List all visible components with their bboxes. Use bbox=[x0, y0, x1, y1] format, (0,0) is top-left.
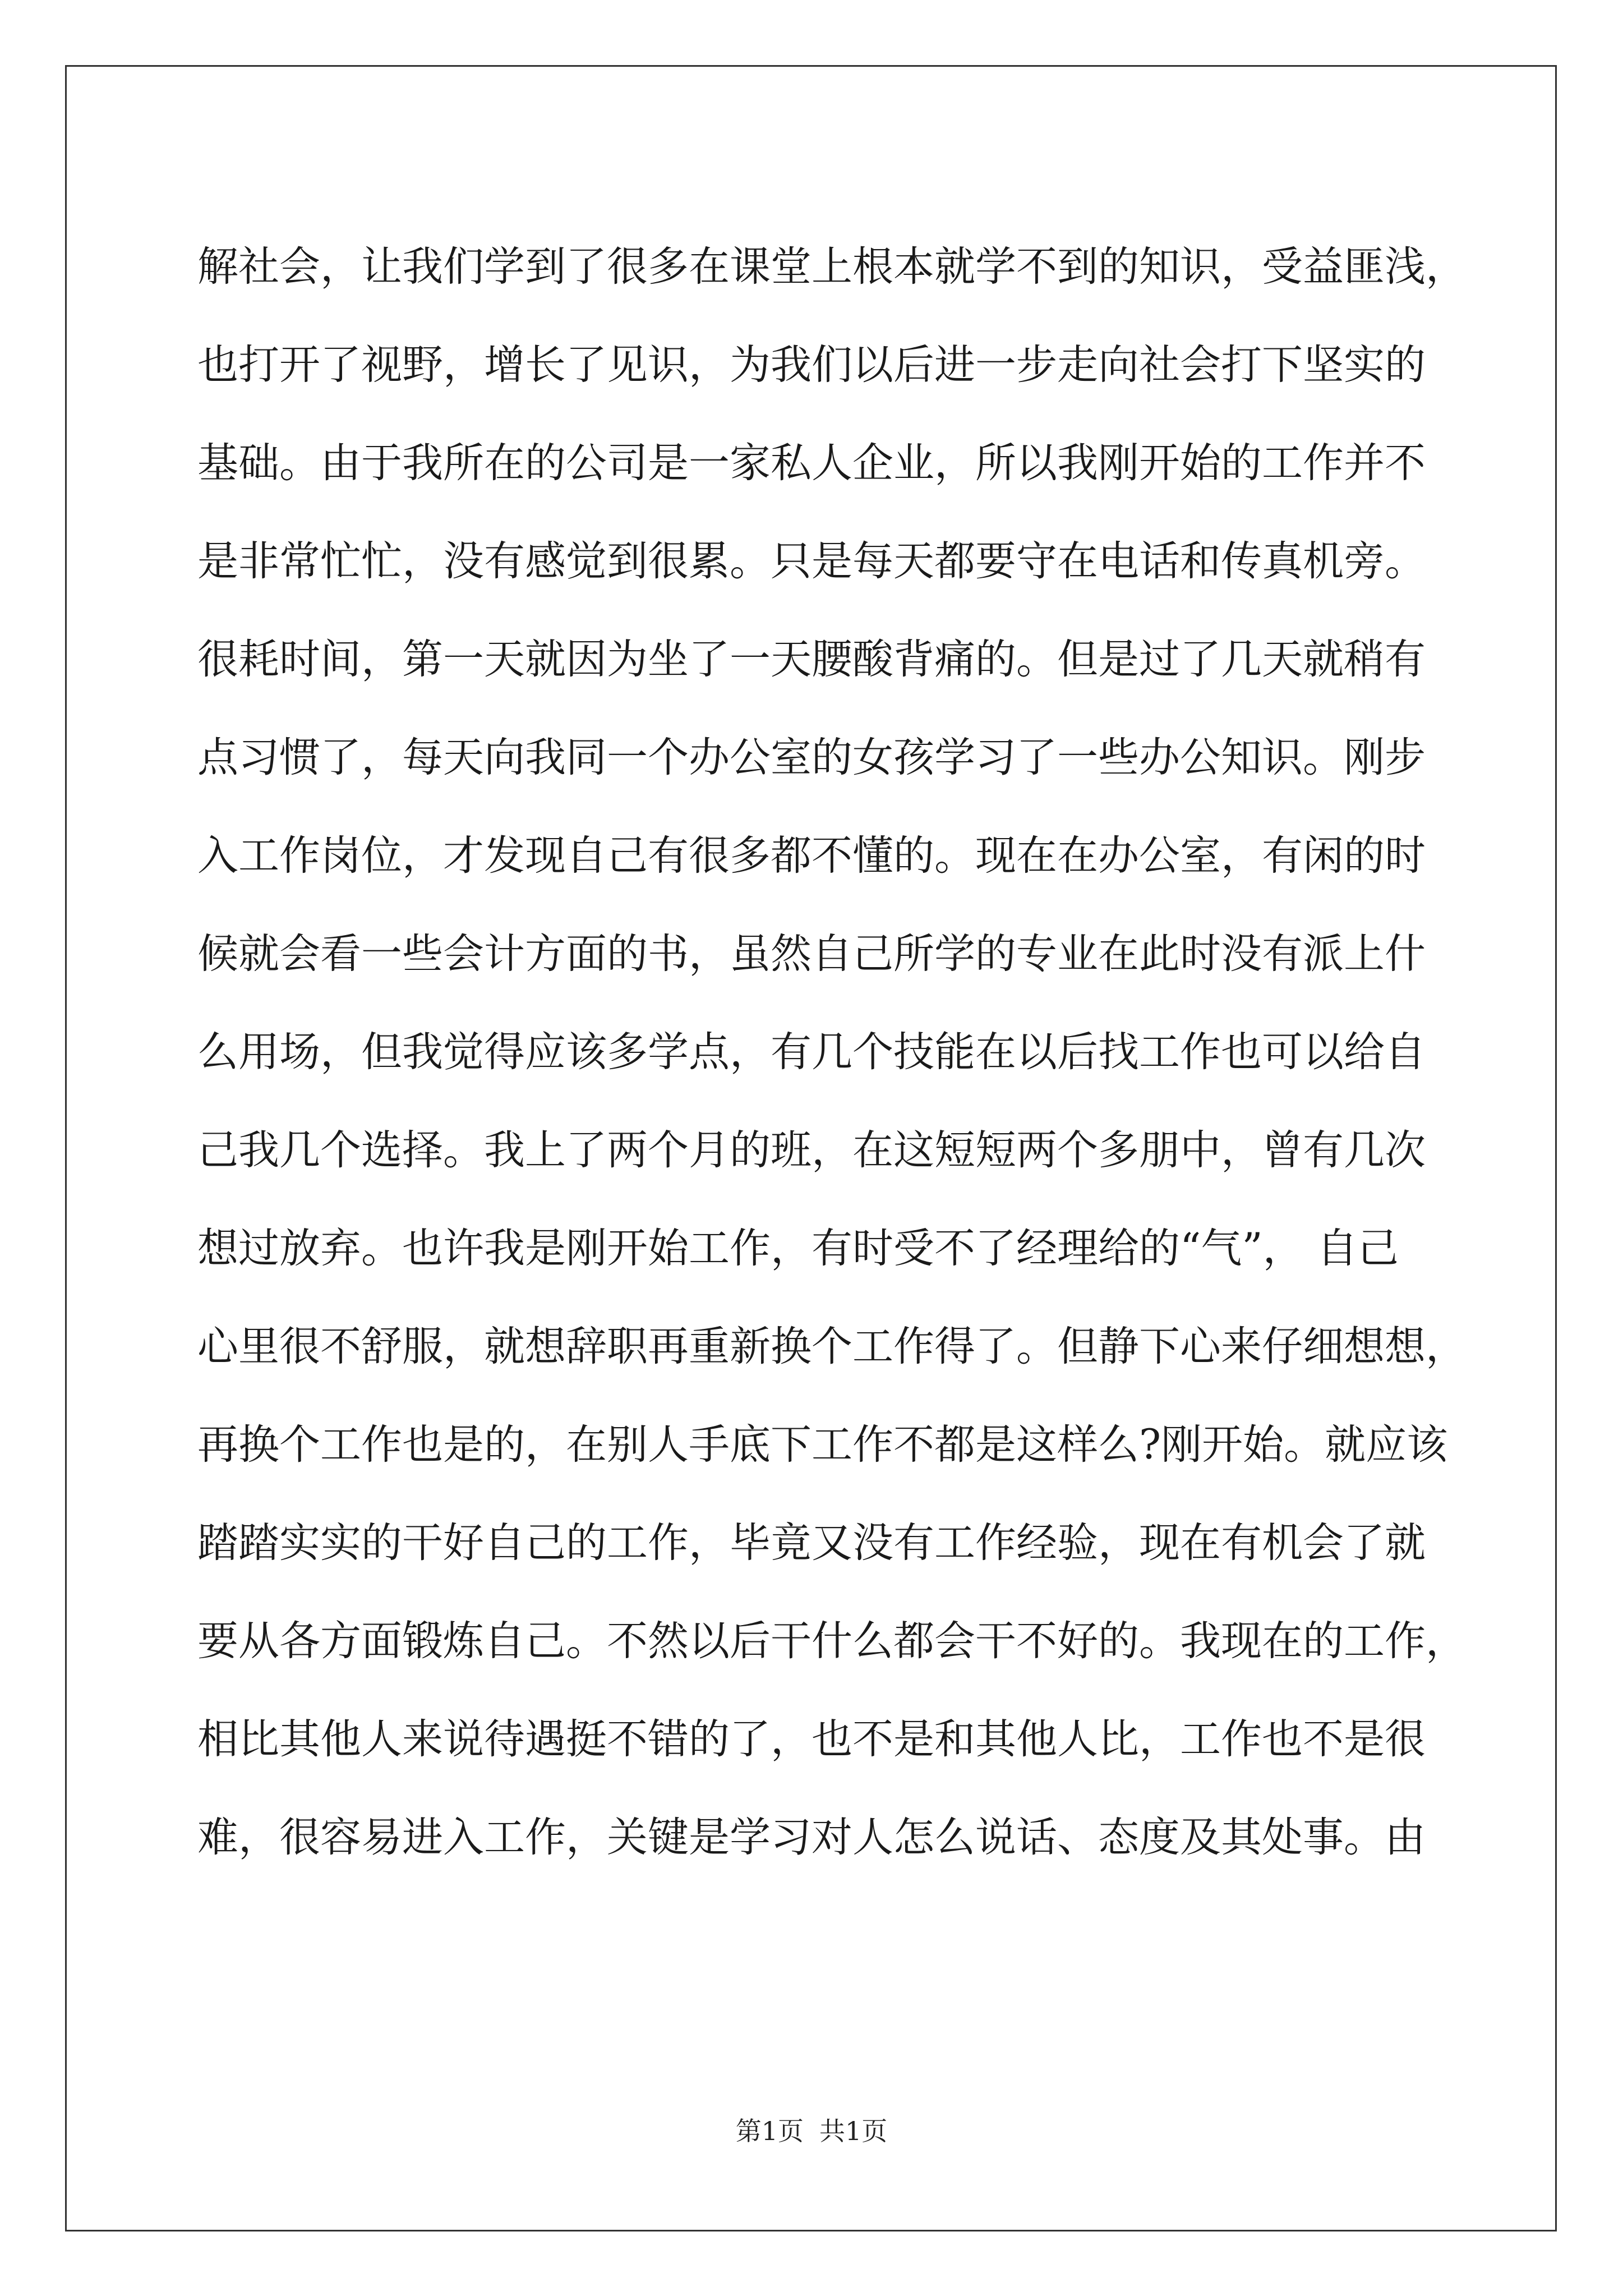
text-line: 想过放弃。也许我是刚开始工作，有时受不了经理给的“气”， 自己 bbox=[197, 1225, 1399, 1272]
text-line: 候就会看一些会计方面的书，虽然自己所学的专业在此时没有派上什 bbox=[197, 930, 1426, 978]
text-line: 再换个工作也是的，在别人手底下工作不都是这样么?刚开始。就应该 bbox=[197, 1421, 1448, 1469]
text-line: 踏踏实实的干好自己的工作，毕竟又没有工作经验，现在有机会了就 bbox=[197, 1519, 1426, 1567]
page-number: 第1页 bbox=[735, 2116, 804, 2146]
text-line: 也打开了视野，增长了见识，为我们以后进一步走向社会打下坚实的 bbox=[197, 341, 1426, 389]
text-line: 心里很不舒服，就想辞职再重新换个工作得了。但静下心来仔细想想， bbox=[197, 1323, 1467, 1370]
text-line: 点习惯了，每天向我同一个办公室的女孩学习了一些办公知识。刚步 bbox=[197, 734, 1426, 781]
text-line: 难，很容易进入工作，关键是学习对人怎么说话、态度及其处事。由 bbox=[197, 1814, 1426, 1861]
text-line: 己我几个选择。我上了两个月的班，在这短短两个多朋中，曾有几次 bbox=[197, 1126, 1426, 1174]
text-line: 么用场，但我觉得应该多学点，有几个技能在以后找工作也可以给自 bbox=[197, 1028, 1426, 1076]
text-line: 基础。由于我所在的公司是一家私人企业，所以我刚开始的工作并不 bbox=[197, 439, 1426, 487]
text-line: 相比其他人来说待遇挺不错的了，也不是和其他人比，工作也不是很 bbox=[197, 1715, 1426, 1763]
page-total: 共1页 bbox=[819, 2116, 888, 2146]
page-footer bbox=[0, 2115, 1623, 2147]
text-line: 解社会，让我们学到了很多在课堂上根本就学不到的知识，受益匪浅， bbox=[197, 243, 1467, 291]
text-line: 是非常忙忙，没有感觉到很累。只是每天都要守在电话和传真机旁。 bbox=[197, 537, 1426, 585]
text-line: 很耗时间，第一天就因为坐了一天腰酸背痛的。但是过了几天就稍有 bbox=[197, 636, 1426, 683]
text-line: 入工作岗位，才发现自己有很多都不懂的。现在在办公室，有闲的时 bbox=[197, 832, 1426, 880]
document-body bbox=[197, 218, 1467, 1887]
text-line: 要从各方面锻炼自己。不然以后干什么都会干不好的。我现在的工作， bbox=[197, 1617, 1467, 1665]
